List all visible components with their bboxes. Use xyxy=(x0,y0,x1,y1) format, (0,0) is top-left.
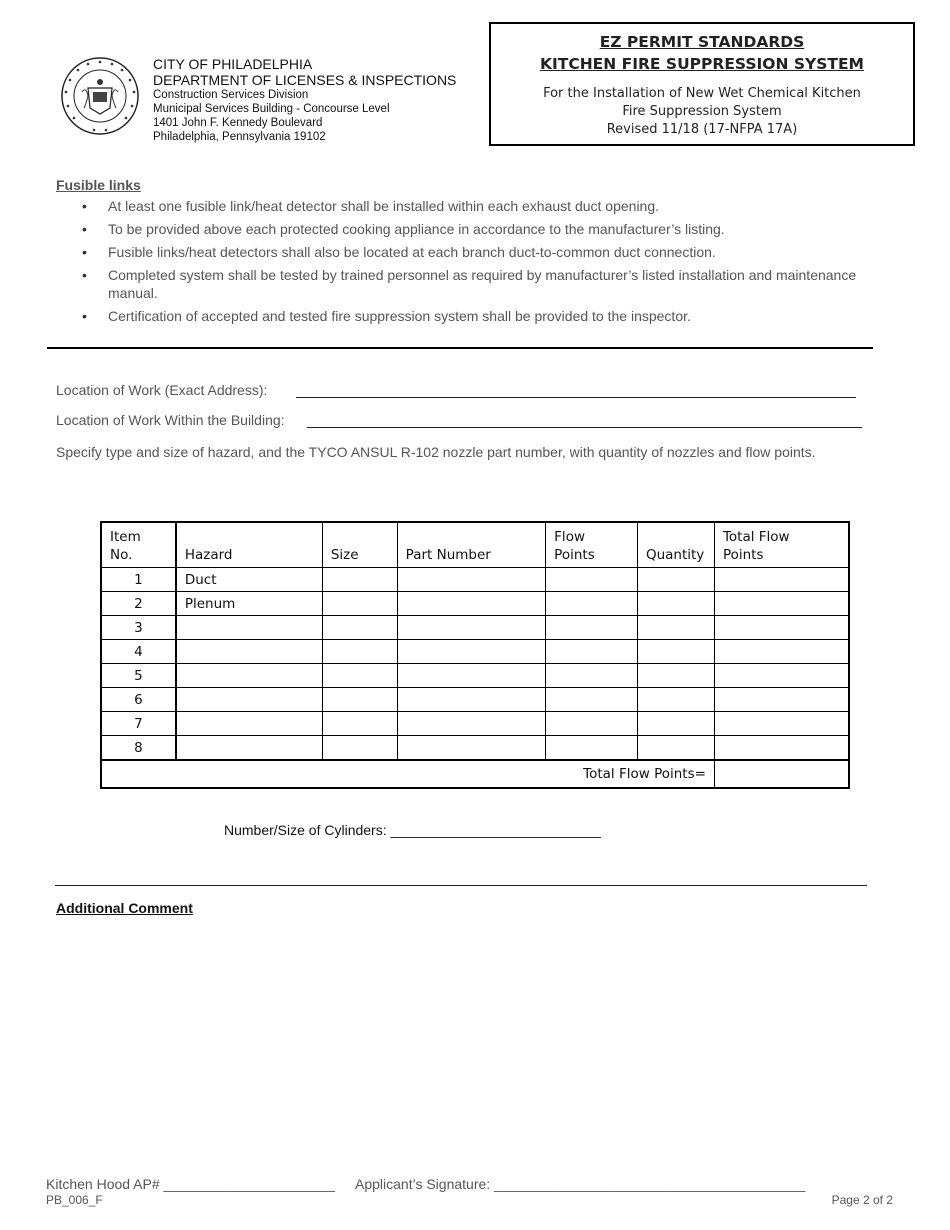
row-number: 3 xyxy=(101,616,176,640)
total-flow-points-value[interactable] xyxy=(714,760,849,788)
location-building-label: Location of Work Within the Building: xyxy=(56,412,285,428)
agency-street: 1401 John F. Kennedy Boulevard xyxy=(153,117,323,129)
part-number-cell[interactable] xyxy=(397,664,546,688)
agency-city: CITY OF PHILADELPHIA xyxy=(153,56,313,72)
location-address-label: Location of Work (Exact Address): xyxy=(56,382,268,398)
row-number: 7 xyxy=(101,712,176,736)
part-number-cell[interactable] xyxy=(397,712,546,736)
table-row xyxy=(101,712,849,736)
size-cell[interactable] xyxy=(322,712,397,736)
total-flow-cell[interactable] xyxy=(714,736,849,761)
hazard-cell[interactable] xyxy=(176,736,323,761)
flow-points-cell[interactable] xyxy=(546,592,638,616)
subtitle-line-3: Revised 11/18 (17-NFPA 17A) xyxy=(606,122,798,137)
total-flow-cell[interactable] xyxy=(714,712,849,736)
total-flow-cell[interactable] xyxy=(714,640,849,664)
total-flow-cell[interactable] xyxy=(714,616,849,640)
total-flow-points-label: Total Flow Points= xyxy=(101,760,714,788)
table-row xyxy=(101,688,849,712)
agency-division: Construction Services Division xyxy=(153,89,309,101)
hazard-cell[interactable] xyxy=(176,640,323,664)
size-cell[interactable] xyxy=(322,616,397,640)
fusible-links-heading: Fusible links xyxy=(56,177,141,193)
cylinders-field[interactable]: Number/Size of Cylinders: ___________________________ xyxy=(224,822,601,838)
hazard-cell[interactable]: Plenum xyxy=(176,592,323,616)
agency-city-state: Philadelphia, Pennsylvania 19102 xyxy=(153,131,326,143)
subtitle-line-1: For the Installation of New Wet Chemical Kitchen xyxy=(543,86,861,101)
row-number: 4 xyxy=(101,640,176,664)
quantity-cell[interactable] xyxy=(637,616,714,640)
part-number-cell[interactable] xyxy=(397,592,546,616)
subtitle-line-2: Fire Suppression System xyxy=(622,104,782,119)
col-quantity: Quantity xyxy=(637,522,714,568)
row-number: 6 xyxy=(101,688,176,712)
total-flow-cell[interactable] xyxy=(714,592,849,616)
kitchen-hood-ap-field[interactable]: Kitchen Hood AP# ______________________ xyxy=(46,1176,335,1192)
table-row xyxy=(101,592,849,616)
flow-points-cell[interactable] xyxy=(546,688,638,712)
flow-points-cell[interactable] xyxy=(546,736,638,761)
col-part-number: Part Number xyxy=(397,522,546,568)
flow-points-cell[interactable] xyxy=(546,616,638,640)
section-divider xyxy=(47,347,873,349)
hazard-cell[interactable] xyxy=(176,712,323,736)
size-cell[interactable] xyxy=(322,664,397,688)
quantity-cell[interactable] xyxy=(637,640,714,664)
list-item: • Completed system shall be tested by trained personnel as required by manufacturer’s listed installation and maintenance manual. xyxy=(82,266,872,302)
location-address-field[interactable] xyxy=(296,397,856,398)
form-code: PB_006_F xyxy=(46,1193,103,1207)
specify-instructions: Specify type and size of hazard, and the TYCO ANSUL R-102 nozzle part number, with quantity of nozzles and flow points. xyxy=(56,444,816,460)
additional-comment-heading: Additional Comment xyxy=(56,900,193,916)
table-row xyxy=(101,736,849,761)
location-building-field[interactable] xyxy=(307,427,862,428)
comment-divider xyxy=(55,885,867,886)
flow-points-cell[interactable] xyxy=(546,640,638,664)
title-line-1: EZ PERMIT STANDARDS xyxy=(599,33,805,51)
table-row xyxy=(101,616,849,640)
hazard-cell[interactable] xyxy=(176,664,323,688)
quantity-cell[interactable] xyxy=(637,568,714,592)
agency-building: Municipal Services Building - Concourse Level xyxy=(153,103,390,115)
flow-points-cell[interactable] xyxy=(546,568,638,592)
hazard-cell[interactable] xyxy=(176,616,323,640)
col-item-no: Item No. xyxy=(101,522,176,568)
row-number: 5 xyxy=(101,664,176,688)
quantity-cell[interactable] xyxy=(637,712,714,736)
flow-points-cell[interactable] xyxy=(546,712,638,736)
row-number: 2 xyxy=(101,592,176,616)
part-number-cell[interactable] xyxy=(397,616,546,640)
quantity-cell[interactable] xyxy=(637,592,714,616)
list-item: • To be provided above each protected cooking appliance in accordance to the manufacturer’s listing. xyxy=(82,220,872,238)
part-number-cell[interactable] xyxy=(397,736,546,761)
applicant-signature-field[interactable]: Applicant’s Signature: ________________________________________ xyxy=(355,1176,806,1192)
table-row xyxy=(101,568,849,592)
quantity-cell[interactable] xyxy=(637,688,714,712)
additional-comment-area[interactable] xyxy=(56,924,876,1154)
city-seal-logo xyxy=(60,56,140,136)
total-flow-cell[interactable] xyxy=(714,568,849,592)
quantity-cell[interactable] xyxy=(637,664,714,688)
title-box xyxy=(489,22,915,146)
size-cell[interactable] xyxy=(322,592,397,616)
list-item: • At least one fusible link/heat detector shall be installed within each exhaust duct opening. xyxy=(82,197,872,215)
part-number-cell[interactable] xyxy=(397,568,546,592)
total-flow-cell[interactable] xyxy=(714,688,849,712)
total-flow-cell[interactable] xyxy=(714,664,849,688)
row-number: 8 xyxy=(101,736,176,761)
list-item: • Fusible links/heat detectors shall also be located at each branch duct-to-common duct connection. xyxy=(82,243,872,261)
table-header-row xyxy=(101,522,849,568)
size-cell[interactable] xyxy=(322,736,397,761)
quantity-cell[interactable] xyxy=(637,736,714,761)
size-cell[interactable] xyxy=(322,568,397,592)
agency-department: DEPARTMENT OF LICENSES & INSPECTIONS xyxy=(153,72,457,88)
table-total-row xyxy=(101,760,849,788)
hazard-cell[interactable] xyxy=(176,688,323,712)
table-row xyxy=(101,664,849,688)
hazard-table xyxy=(100,521,850,789)
list-item: • Certification of accepted and tested fire suppression system shall be provided to the inspector. xyxy=(82,307,872,325)
title-line-2: KITCHEN FIRE SUPPRESSION SYSTEM xyxy=(539,55,864,73)
col-size: Size xyxy=(322,522,397,568)
col-hazard: Hazard xyxy=(176,522,323,568)
table-row xyxy=(101,640,849,664)
row-number: 1 xyxy=(101,568,176,592)
page-number: Page 2 of 2 xyxy=(831,1193,893,1207)
part-number-cell[interactable] xyxy=(397,640,546,664)
size-cell[interactable] xyxy=(322,688,397,712)
col-flow-points: Flow Points xyxy=(546,522,638,568)
hazard-cell[interactable]: Duct xyxy=(176,568,323,592)
col-total-flow-points: Total Flow Points xyxy=(714,522,849,568)
part-number-cell[interactable] xyxy=(397,688,546,712)
size-cell[interactable] xyxy=(322,640,397,664)
agency-block xyxy=(153,56,456,144)
flow-points-cell[interactable] xyxy=(546,664,638,688)
fusible-links-list xyxy=(82,197,872,330)
